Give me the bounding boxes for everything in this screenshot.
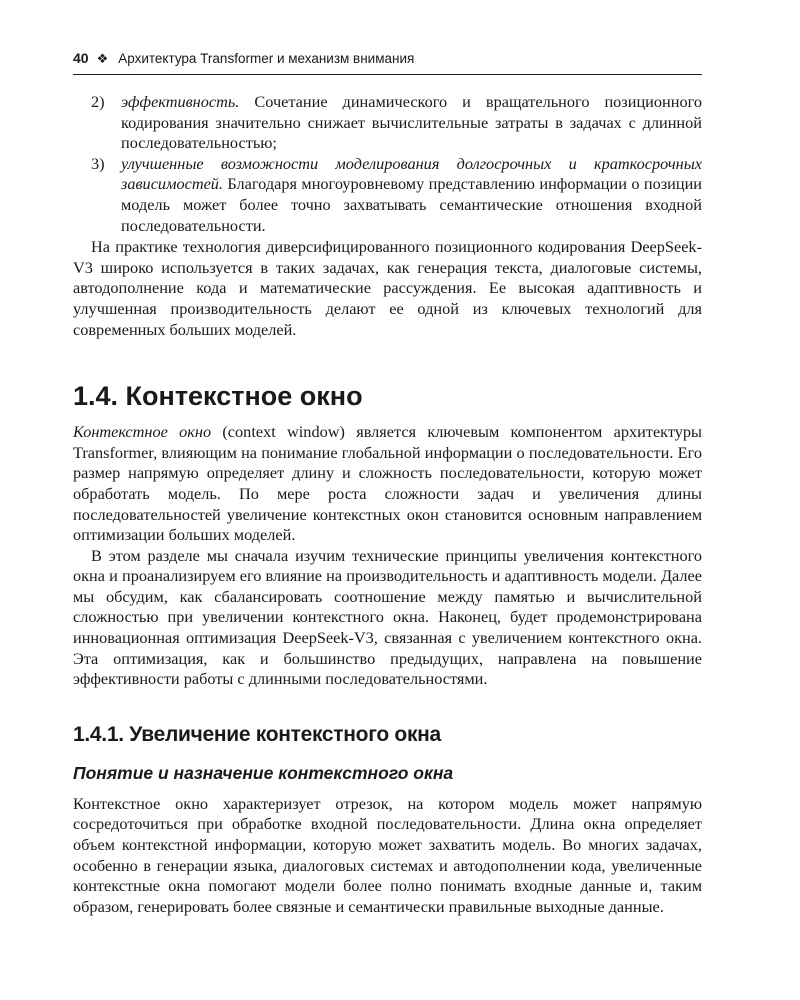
list-item xyxy=(73,154,702,236)
list-item xyxy=(73,92,702,154)
paragraph-practice: На практике технология диверсифицированного позиционного кодирования DeepSeek-V3 широко используется в таких задачах, как генерация текста, диалоговые системы, автодополнение кода и математические рассуждения. Ее высокая адаптивность и улучшенная производительность делают ее одной из ключевых технологий для современных больших моделей. xyxy=(73,237,702,339)
running-header xyxy=(73,50,702,75)
list-item-term: эффективность. xyxy=(121,92,240,111)
chapter-title: Архитектура Transformer и механизм внимания xyxy=(118,51,415,66)
page-number: 40 xyxy=(73,50,89,66)
intro-text: (context window) является ключевым компонентом архитектуры Transformer, влияющим на понимание глобальной информации о последовательности. Его размер напрямую определяет длину и сложность последовательности, которую может обработать модель. По мере роста сложности задач и увеличения длины последовательностей увеличение контекстных окон становится основным направлением оптимизации больших моделей. xyxy=(73,422,702,545)
intro-term: Контекстное окно xyxy=(73,422,212,442)
paragraph-context-window: Контекстное окно характеризует отрезок, на котором модель может напрямую сосредоточиться при обработке входной последовательности. Длина окна определяет объем контекстной информации, которую может захватить модель. Во многих задачах, особенно в генерации языка, диалоговых системах и автодополнении кода, увеличенные контекстные окна помогают модели более полно понимать входные данные и, таким образом, генерировать более связные и семантически правильные выходные данные. xyxy=(73,793,702,916)
numbered-list xyxy=(73,92,702,236)
paragraph-intro xyxy=(73,422,702,546)
page-body xyxy=(73,92,702,917)
section-heading: 1.4. Контекстное окно xyxy=(73,381,363,412)
paragraph-section-plan: В этом разделе мы сначала изучим технические принципы увеличения контекстного окна и проанализируем его влияние на производительность и адаптивность модели. Далее мы обсудим, как сбалансировать соотношение между памятью и вычислительной сложностью при увеличении контекстного окна. Наконец, будет продемонстрирована инновационная оптимизация DeepSeek-V3, связанная с увеличением контекстного окна. Эта оптимизация, как и большинство предыдущих, направлена на повышение эффективности работы с длинными последовательностями. xyxy=(73,545,702,689)
list-item-text: Благодаря многоуровневому представлению информации о позиции модель может более точно захватывать семантические отношения входной последовательности. xyxy=(121,174,702,235)
subsubsection-heading: Понятие и назначение контекстного окна xyxy=(73,762,454,783)
list-item-term: улучшенные возможности моделирования долгосрочных и краткосрочных зависимостей. xyxy=(121,153,702,194)
list-item-number: 2) xyxy=(91,92,105,111)
list-item-number: 3) xyxy=(91,153,105,173)
list-item-text: Сочетание динамического и вращательного позиционного кодирования значительно снижает вычислительные затраты в задачах с длинной последовательностью; xyxy=(121,92,702,153)
subsection-heading: 1.4.1. Увеличение контекстного окна xyxy=(73,722,441,746)
ornament-icon: ❖ xyxy=(96,51,109,66)
